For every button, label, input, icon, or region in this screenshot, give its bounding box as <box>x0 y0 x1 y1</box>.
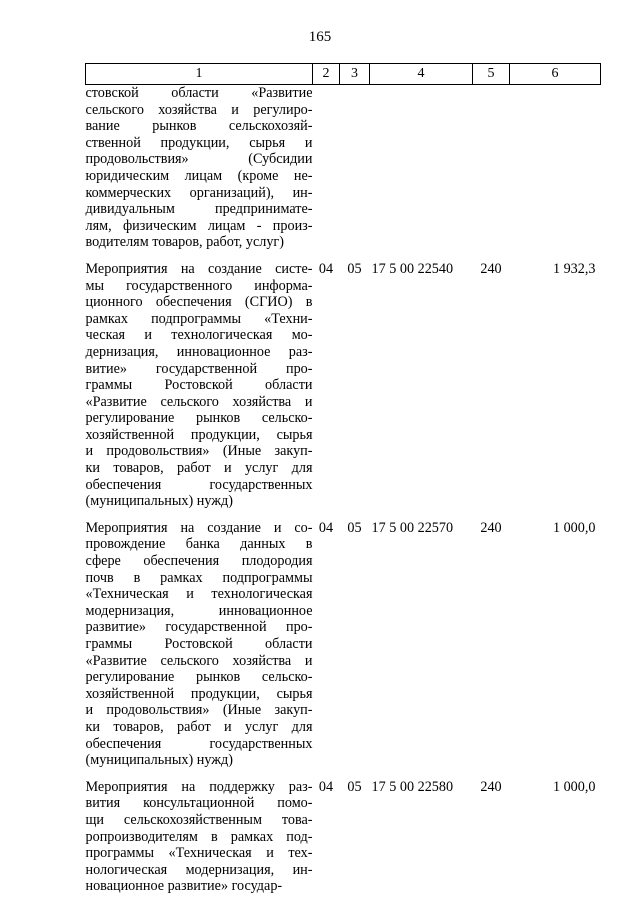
description-line: сельского хозяйства и регулиро- <box>85 101 313 118</box>
description-line: нологическая модернизация, ин- <box>85 861 313 878</box>
spacer-cell <box>510 510 601 520</box>
description-line: ки товаров, работ и услуг для <box>85 460 313 477</box>
description-line: мы государственного информа- <box>85 277 313 294</box>
section-code: 04 <box>318 778 334 795</box>
description-line: ционного обеспечения (СГИО) в <box>85 294 313 311</box>
row-spacer <box>86 510 601 520</box>
description-line: дернизация, инновационное раз- <box>85 343 313 360</box>
description-line: развитие» государственной про- <box>85 619 313 636</box>
row-description <box>86 520 313 769</box>
description-line: лям, физическим лицам - произ- <box>85 217 313 234</box>
description-line: Мероприятия на создание и со- <box>85 519 313 536</box>
column-header: 5 <box>473 64 510 85</box>
column-header: 3 <box>340 64 370 85</box>
spacer-cell <box>473 510 510 520</box>
expense-type-code: 240 <box>480 778 502 795</box>
row-description <box>86 779 313 895</box>
column-header: 2 <box>313 64 340 85</box>
amount-value <box>510 85 601 251</box>
description-line: регулирование рынков сельско- <box>85 410 313 427</box>
budget-table <box>85 63 601 895</box>
description-line: щи сельскохозяйственным това- <box>85 811 313 828</box>
spacer-cell <box>340 769 370 779</box>
description-line: обеспечения государственных <box>85 476 313 493</box>
spacer-cell <box>370 769 473 779</box>
table-row <box>86 85 601 251</box>
description-line: Мероприятия на поддержку раз- <box>85 778 313 795</box>
description-line: стовской области «Развитие <box>85 85 313 101</box>
description-line: сфере обеспечения плодородия <box>85 553 313 570</box>
expense-type-code: 240 <box>480 260 502 277</box>
target-article-code <box>370 85 473 251</box>
description-line: и продовольствия» (Иные закуп- <box>85 443 313 460</box>
description-line: ческая и технологическая мо- <box>85 327 313 344</box>
spacer-cell <box>510 769 601 779</box>
section-code: 04 <box>318 519 334 536</box>
spacer-cell <box>473 251 510 261</box>
amount-value: 1 000,0 <box>552 519 596 536</box>
amount-value: 1 000,0 <box>552 778 596 795</box>
subsection-code: 05 <box>347 260 362 277</box>
description-line: юридическим лицам (кроме не- <box>85 167 313 184</box>
description-line: водителям товаров, работ, услуг) <box>85 234 284 251</box>
description-line: «Техническая и технологическая <box>85 586 313 603</box>
description-line: граммы Ростовской области <box>85 377 313 394</box>
spacer-cell <box>370 251 473 261</box>
spacer-cell <box>313 769 340 779</box>
description-line: провождение банка данных в <box>85 536 313 553</box>
description-line: коммерческих организаций), ин- <box>85 184 313 201</box>
description-line: ки товаров, работ и услуг для <box>85 718 313 735</box>
description-line: витие» государственной про- <box>85 360 313 377</box>
spacer-cell <box>510 251 601 261</box>
description-line: модернизация, инновационное <box>85 602 313 619</box>
description-line: «Развитие сельского хозяйства и <box>85 652 313 669</box>
description-line: программы «Техническая и тех- <box>85 845 313 862</box>
table-body <box>86 85 601 895</box>
row-spacer <box>86 251 601 261</box>
spacer-cell <box>86 510 313 520</box>
spacer-cell <box>313 251 340 261</box>
description-line: хозяйственной продукции, сырья <box>85 426 313 443</box>
description-line: «Развитие сельского хозяйства и <box>85 393 313 410</box>
expense-type-code: 240 <box>480 519 502 536</box>
table-row <box>86 779 601 895</box>
page-number: 165 <box>308 29 332 45</box>
subsection-code: 05 <box>347 519 362 536</box>
amount-value: 1 932,3 <box>552 260 596 277</box>
section-code <box>313 85 340 251</box>
column-header: 1 <box>86 64 313 85</box>
spacer-cell <box>340 251 370 261</box>
spacer-cell <box>313 510 340 520</box>
description-line: хозяйственной продукции, сырья <box>85 685 313 702</box>
row-description <box>86 85 313 251</box>
column-header: 6 <box>510 64 601 85</box>
target-article-code: 17 5 00 22570 <box>371 519 454 536</box>
table-row <box>86 520 601 769</box>
table-row <box>86 261 601 510</box>
description-line: и продовольствия» (Иные закуп- <box>85 702 313 719</box>
description-line: (муниципальных) нужд) <box>85 752 233 769</box>
column-header: 4 <box>370 64 473 85</box>
section-code: 04 <box>318 260 334 277</box>
description-line: ственной продукции, сырья и <box>85 134 313 151</box>
description-line: регулирование рынков сельско- <box>85 669 313 686</box>
spacer-cell <box>86 251 313 261</box>
description-line: почв в рамках подпрограммы <box>85 569 313 586</box>
spacer-cell <box>86 769 313 779</box>
description-line: дивидуальным предпринимате- <box>85 201 313 218</box>
description-line: вития консультационной помо- <box>85 795 313 812</box>
row-description <box>86 261 313 510</box>
spacer-cell <box>370 510 473 520</box>
spacer-cell <box>340 510 370 520</box>
description-line: обеспечения государственных <box>85 735 313 752</box>
description-line: граммы Ростовской области <box>85 636 313 652</box>
description-line: ропроизводителям в рамках под- <box>85 828 313 845</box>
table-header-row <box>86 64 601 85</box>
description-line: продовольствия» (Субсидии <box>85 151 313 168</box>
target-article-code: 17 5 00 22580 <box>371 778 454 795</box>
subsection-code: 05 <box>347 778 362 795</box>
row-spacer <box>86 769 601 779</box>
expense-type-code <box>473 85 510 251</box>
subsection-code <box>340 85 370 251</box>
description-line: рамках подпрограммы «Техни- <box>85 310 313 327</box>
description-line: новационное развитие» государ- <box>85 878 283 895</box>
description-line: Мероприятия на создание систе- <box>85 260 313 277</box>
description-line: вание рынков сельскохозяй- <box>85 118 313 135</box>
spacer-cell <box>473 769 510 779</box>
description-line: (муниципальных) нужд) <box>85 493 233 510</box>
target-article-code: 17 5 00 22540 <box>371 260 454 277</box>
